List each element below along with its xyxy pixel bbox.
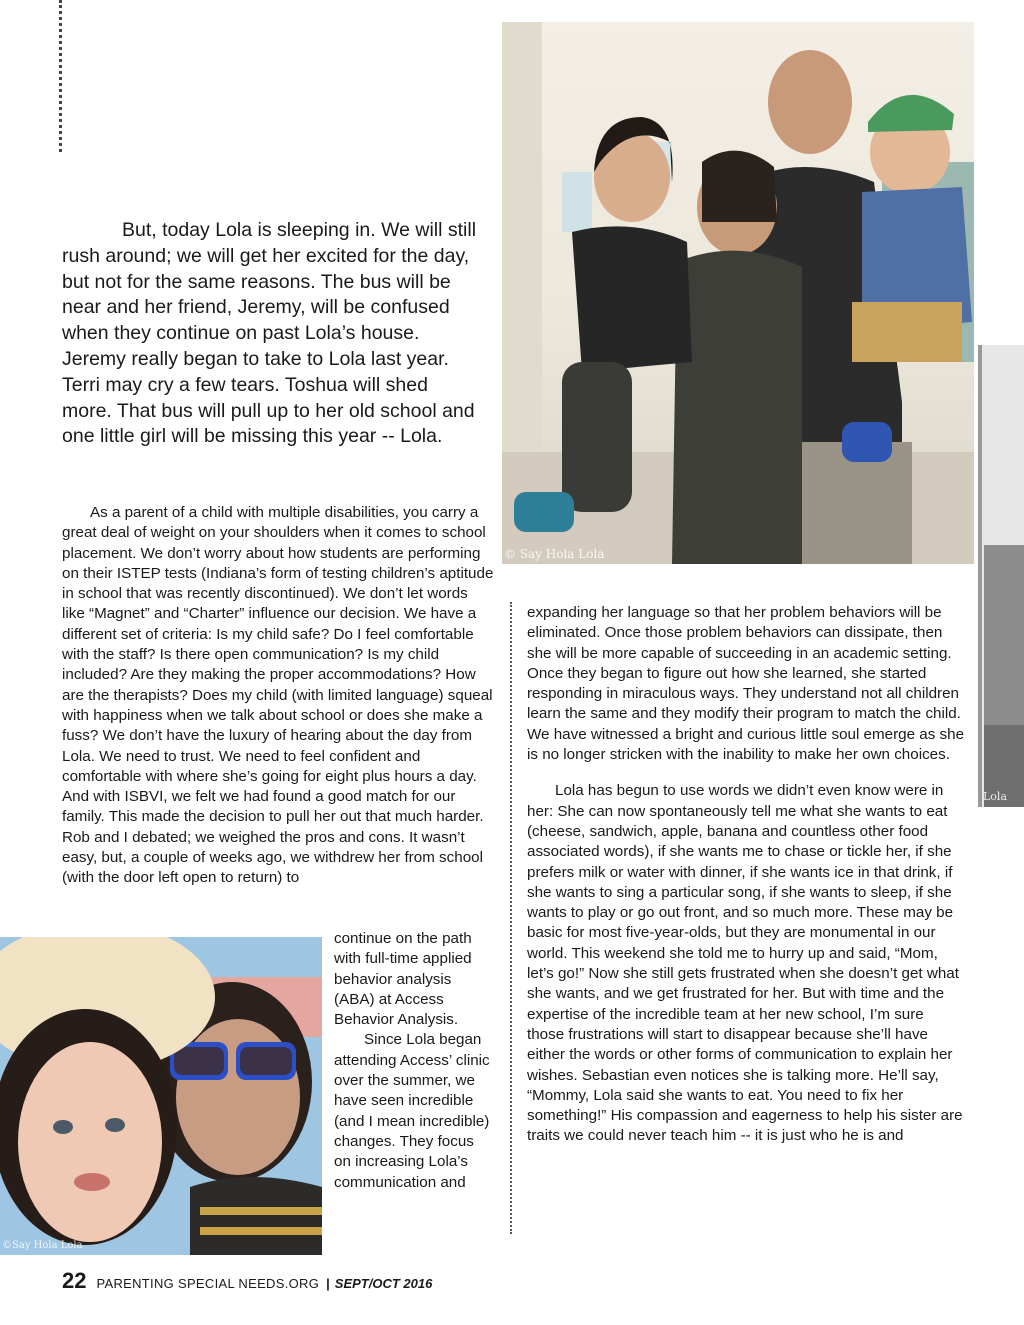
left-column-wrap (334, 929, 494, 1193)
right-column (527, 603, 965, 1147)
page-number: 22 (62, 1268, 87, 1293)
photo-credit: © Say Hola Lola (504, 547, 605, 561)
page-footer (62, 1268, 432, 1298)
selfie-photo (0, 937, 322, 1255)
right-column-paragraph: expanding her language so that her problem behaviors will be eliminated. Once those problem behaviors can dissipate, then she will be more capable of succeeding in an academic setting. Once they began to figure out how she learned, she started responding in miraculous ways. They understand not all children learn the same and they modify their program to match the child. We have witnessed a bright and curious little soul emerge as she is no longer stricken with the inability to make her own choices. (527, 604, 965, 764)
footer-separator: | (326, 1276, 330, 1291)
right-column-paragraph: Lola has begun to use words we didn’t even know were in her: She can now spontaneously tell me what she wants to eat (cheese, sandwich, apple, banana and countless other food associated words), if she wants me to chase or tickle her, if she prefers milk or water with dinner, if she wants ice in that drink, if she wants to sing a particular song, if she wants to sleep, if she wants to play or go out front, and so much more. These may be basic for most five-year-olds, but they are monumental in our world. This weekend she told me to hurry up and said, “Mom, let’s go!” Now she still gets frustrated when she doesn’t get what she wants, and we get frustrated for her. But with time and the expertise of the incredible team at her new school, I’m sure those frustrations will start to disappear because she’ll have either the words or other forms of communication to explain her wishes. Sebastian even notices she is talking more. He’ll say, “Mommy, Lola said she wants to eat. You need to fix her something!” His compassion and eagerness to help his sister are traits we could never teach him -- it is just who he is and (527, 782, 963, 1145)
footer-site-name: PARENTING SPECIAL NEEDS.ORG (96, 1276, 320, 1291)
column-divider (510, 602, 512, 1234)
left-column (62, 503, 494, 889)
left-column-paragraph: As a parent of a child with multiple disabilities, you carry a great deal of weight on your shoulders when it comes to school placement. We don’t worry about how students are performing on their ISTEP tests (Indiana’s form of testing children’s aptitude in school that was recently discontinued). We don’t let words like “Magnet” and “Charter” influence our decision. We have a different set of criteria: Is my child safe? Do I feel comfortable with the staff? Is there open communication? Is my child included? Are they making the proper accommodations? How are the therapists? Does my child (with limited language) squeal with happiness when we talk about school or does she make a fuss? We don’t have the luxury of hearing about the day from Lola. We need to trust. We need to feel confident and comfortable with where she’s going for eight plus hours a day. And with ISBVI, we felt we had found a good match for our family. This made the decision to pull her out that much harder. Rob and I debated; we weighed the pros and cons. It wasn’t easy, but, a couple of weeks ago, we withdrew her from school (with the door left open to return) to (62, 504, 494, 887)
family-photo (502, 22, 974, 564)
pull-quote: But, today Lola is sleeping in. We will still rush around; we will get her excited for the day, but not for the same reasons. The bus will be near and her friend, Jeremy, will be confused when they continue on past Lola’s house. Jeremy really began to take to Lola last year. Terri may cry a few tears. Toshua will shed more. That bus will pull up to her old school and one little girl will be missing this year -- Lola. (62, 219, 477, 448)
left-column-paragraph: Since Lola began attending Access’ clinic over the summer, we have seen incredible (and I mean incredible) changes. They focus on increasing Lola’s communication and (334, 1031, 490, 1191)
photo-credit: Lola (983, 790, 1008, 803)
photo-credit: ©Say Hola Lola (2, 1240, 83, 1251)
footer-issue: SEPT/OCT 2016 (334, 1276, 433, 1291)
edge-photo (978, 345, 1024, 807)
decorative-dotted-rule-top (59, 0, 62, 152)
left-column-paragraph-continued: continue on the path with full-time applied behavior analysis (ABA) at Access Behavior Analysis. (334, 930, 472, 1029)
